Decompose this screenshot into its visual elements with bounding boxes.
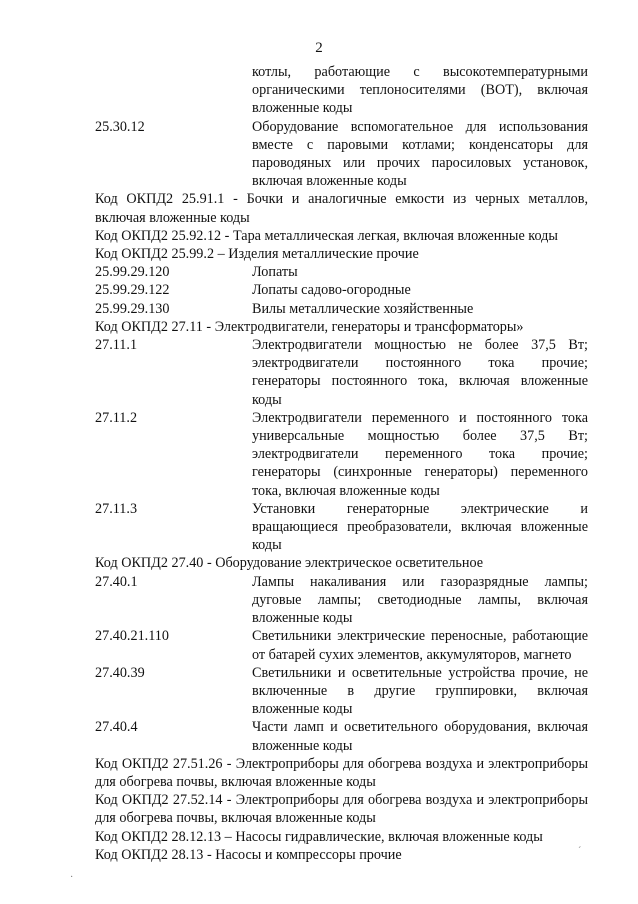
page-number: 2	[315, 40, 323, 56]
okpd-code: 27.40.39	[95, 664, 145, 681]
okpd-code: 27.40.1	[95, 573, 138, 590]
code-row	[95, 300, 588, 318]
section-heading: Код ОКПД2 27.52.14 - Электроприборы для обогрева воздуха и электроприборы для обогрева почвы, включая вложенные коды	[95, 792, 588, 827]
okpd-code: 27.11.3	[95, 500, 138, 517]
section-heading: Код ОКПД2 27.11 - Электродвигатели, генераторы и трансформаторы»	[95, 318, 524, 335]
code-row	[95, 118, 588, 191]
code-description: Лопаты садово-огородные	[252, 282, 411, 299]
code-row	[95, 336, 588, 409]
code-description: Оборудование вспомогательное для использования вместе с паровыми котлами; конденсаторы для пароводяных или прочих паросиловых установок, включая вложенные коды	[252, 118, 588, 190]
code-row	[95, 263, 588, 281]
document-body	[95, 63, 588, 864]
code-row	[95, 573, 588, 628]
section-heading: Код ОКПД2 27.51.26 - Электроприборы для обогрева воздуха и электроприборы для обогрева почвы, включая вложенные коды	[95, 755, 588, 790]
okpd-code: 27.11.2	[95, 409, 138, 426]
code-description: Лопаты	[252, 264, 298, 281]
section-heading: Код ОКПД2 28.12.13 – Насосы гидравлические, включая вложенные коды	[95, 828, 543, 845]
okpd-code: 25.99.29.130	[95, 300, 170, 317]
code-description: Части ламп и осветительного оборудования, включая вложенные коды	[252, 719, 588, 754]
scan-artifact: ˊ	[578, 846, 582, 857]
scan-artifact: ·	[70, 872, 74, 883]
code-description: Вилы металлические хозяйственные	[252, 300, 474, 317]
okpd-code: 27.11.1	[95, 337, 138, 354]
okpd-code: 27.40.4	[95, 719, 138, 736]
continuation-text: котлы, работающие с высокотемпературными органическими теплоносителями (ВОТ), включая вложенные коды	[252, 64, 588, 117]
section-heading: Код ОКПД2 28.13 - Насосы и компрессоры прочие	[95, 846, 402, 863]
section-heading: Код ОКПД2 27.40 - Оборудование электрическое осветительное	[95, 555, 484, 572]
section-heading: Код ОКПД2 25.92.12 - Тара металлическая легкая, включая вложенные коды	[95, 227, 558, 244]
section-heading: Код ОКПД2 25.99.2 – Изделия металлические прочие	[95, 246, 419, 263]
okpd-code: 25.30.12	[95, 118, 145, 135]
code-description: Электродвигатели мощностью не более 37,5 Вт; электродвигатели постоянного тока прочие; генераторы постоянного тока, включая вложенные коды	[252, 337, 588, 408]
section-heading: Код ОКПД2 25.91.1 - Бочки и аналогичные емкости из черных металлов, включая вложенные коды	[95, 191, 588, 226]
code-row	[95, 627, 588, 663]
code-row	[95, 664, 588, 719]
code-description: Светильники и осветительные устройства прочие, не включенные в другие группировки, включая вложенные коды	[252, 664, 588, 718]
code-description: Установки генераторные электрические и вращающиеся преобразователи, включая вложенные коды	[252, 500, 588, 554]
code-description: Светильники электрические переносные, работающие от батарей сухих элементов, аккумуляторов, магнето	[252, 628, 588, 663]
code-row	[95, 500, 588, 555]
code-row	[95, 409, 588, 500]
okpd-code: 25.99.29.122	[95, 282, 170, 299]
okpd-code: 25.99.29.120	[95, 264, 170, 281]
code-row	[95, 281, 588, 299]
code-description: Лампы накаливания или газоразрядные лампы; дуговые лампы; светодиодные лампы, включая вложенные коды	[252, 573, 588, 627]
code-description: Электродвигатели переменного и постоянного тока универсальные мощностью более 37,5 Вт; электродвигатели переменного тока прочие; генераторы (синхронные генераторы) переменного тока, включая вложенные коды	[252, 409, 588, 499]
okpd-code: 27.40.21.110	[95, 628, 169, 645]
code-row	[95, 718, 588, 754]
